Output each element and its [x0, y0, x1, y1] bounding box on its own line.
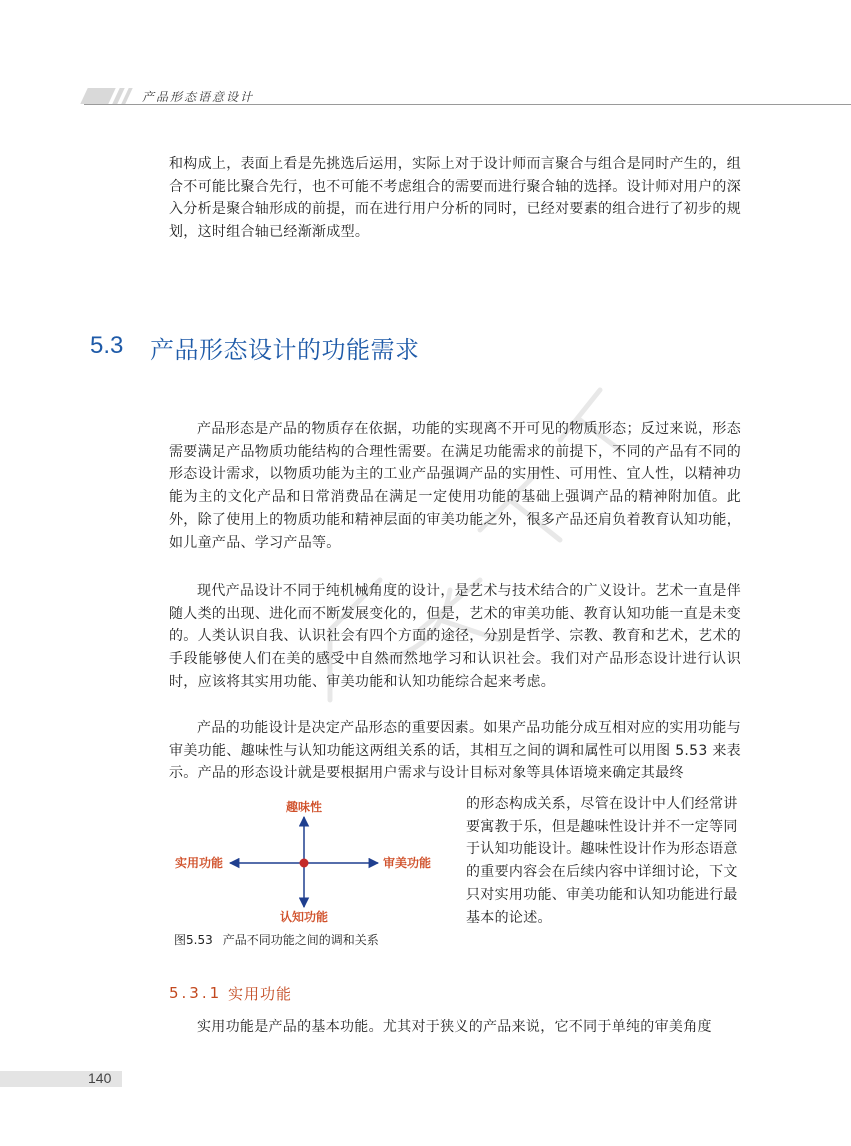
body-paragraph: 现代产品设计不同于纯机械角度的设计，是艺术与技术结合的广义设计。艺术一直是伴随人类的出现、进化而不断发展变化的，但是，艺术的审美功能、教育认知功能一直是未变的。人类认识自我、认识社会有四个方面的途径，分别是哲学、宗教、教育和艺术，艺术的手段能够使人们在美的感受中自然而然地学习和认识社会。我们对产品形态设计进行认识时，应该将其实用功能、审美功能和认知功能综合起来考虑。: [169, 583, 741, 690]
center-point: [300, 859, 309, 868]
subsection-title: 实用功能: [228, 985, 293, 1003]
body-paragraph: 产品形态是产品的物质存在依据，功能的实现离不开可见的物质形态；反过来说，形态需要满足产品物质功能结构的合理性需要。在满足功能需求的前提下，不同的产品有不同的形态设计需求，以物质功能为主的工业产品强调产品的实用性、可用性、宜人性，以精神功能为主的文化产品和日常消费品在满足一定使用功能的基础上强调产品的精神附加值。此外，除了使用上的物质功能和精神层面的审美功能之外，很多产品还肩负着教育认知功能，如儿童产品、学习产品等。: [169, 421, 741, 551]
label-top: 趣味性: [285, 800, 323, 814]
label-left: 实用功能: [175, 856, 224, 870]
header-stripes: [84, 88, 134, 104]
section-title: 产品形态设计的功能需求: [150, 336, 420, 364]
header-stripe: [80, 88, 115, 104]
body-paragraph: 和构成上，表面上看是先挑选后运用，实际上对于设计师而言聚合与组合是同时产生的，组合不可能比聚合先行，也不可能不考虑组合的需要而进行聚合轴的选择。设计师对用户的深入分析是聚合轴形成的前提，而在进行用户分析的同时，已经对要素的组合进行了初步的规划，这时组合轴已经渐渐成型。: [169, 156, 741, 241]
body-paragraph: 产品的功能设计是决定产品形态的重要因素。如果产品功能分成互相对应的实用功能与审美功能、趣味性与认知功能这两组关系的话，其相互之间的调和属性可以用图 5.53 来表示。产品的形态设计就是要根据用户需求与设计目标对象等具体语境来确定其最终: [169, 720, 741, 782]
figure-caption-text: 产品不同功能之间的调和关系: [222, 933, 379, 947]
header-rule: [84, 104, 851, 105]
page-number: 140: [88, 1070, 112, 1086]
subsection-number: 5.3.1: [169, 984, 223, 1002]
function-relation-diagram: [170, 795, 440, 935]
section-number: 5.3: [90, 332, 124, 359]
label-right: 审美功能: [383, 856, 432, 870]
side-paragraph: 的形态构成关系，尽管在设计中人们经常讲要寓教于乐，但是趣味性设计并不一定等同于认知功能设计。趣味性设计作为形态语意的重要内容会在后续内容中详细讨论，下文只对实用功能、审美功能和认知功能进行最基本的论述。: [466, 796, 738, 926]
figure-number: 图5.53: [174, 933, 213, 947]
label-bottom: 认知功能: [279, 910, 329, 924]
figure-caption: [174, 931, 379, 948]
running-header-title: 产品形态语意设计: [142, 90, 255, 104]
body-paragraph: 实用功能是产品的基本功能。尤其对于狭义的产品来说，它不同于单纯的审美角度: [197, 1019, 712, 1035]
